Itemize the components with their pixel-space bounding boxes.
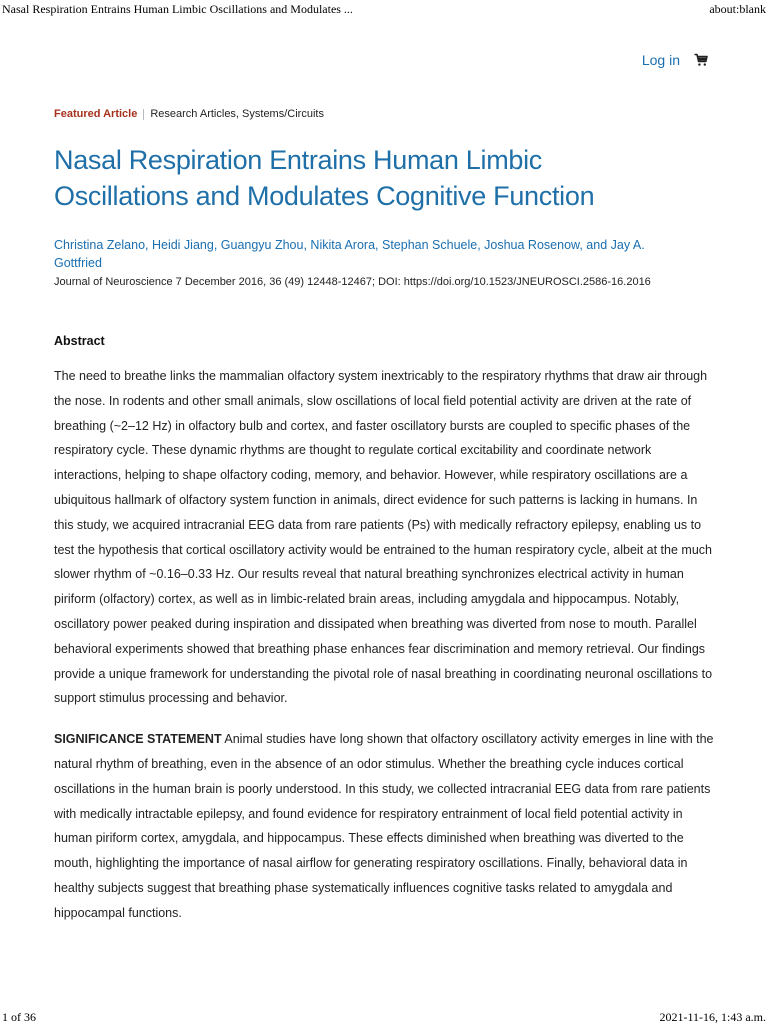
abstract-text: The need to breathe links the mammalian olfactory system inextricably to the respiratory rhythms that draw air through the nose. In rodents and other small animals, slow oscillations of local field potential activity are driven at the rate of breathing (~2–12 Hz) in olfactory bulb and cortex, and faster oscillatory bursts are coupled to specific phases of the respiratory cycle. These dynamic rhythms are thought to regulate cortical excitability and coordinate network interactions, helping to shape olfactory coding, memory, and behavior. However, while respiratory oscillations are a ubiquitous hallmark of olfactory system function in animals, direct evidence for such patterns is lacking in humans. In this study, we acquired intracranial EEG data from rare patients (Ps) with medically refractory epilepsy, enabling us to test the hypothesis that cortical oscillatory activity would be entrained to the human respiratory cycle, albeit at the much slower rhythm of ~0.16–0.33 Hz. Our results reveal that natural breathing synchronizes electrical activity in human piriform (olfactory) cortex, as well as in limbic-related brain areas, including amygdala and hippocampus. Notably, oscillatory power peaked during inspiration and dissipated when breathing was diverted from nose to mouth. Parallel behavioral experiments showed that breathing phase enhances fear discrimination and memory retrieval. Our findings provide a unique framework for understanding the pivotal role of nasal breathing in coordinating neuronal oscillations to support stimulus processing and behavior. bbox=[54, 369, 713, 706]
author-list: Christina Zelano, Heidi Jiang, Guangyu Zhou, Nikita Arora, Stephan Schuele, Joshua Rosenow, and Jay A. Gottfried bbox=[54, 238, 645, 270]
significance-text: Animal studies have long shown that olfactory oscillatory activity emerges in line with the natural rhythm of breathing, even in the absence of an odor stimulus. Whether the breathing cycle induces cortical oscillations in the human brain is poorly understood. In this study, we collected intracranial EEG data from rare patients with medically intractable epilepsy, and found evidence for respiratory entrainment of local field potential activity in human piriform cortex, amygdala, and hippocampus. These effects diminished when breathing was diverted to the mouth, highlighting the importance of nasal airflow for generating respiratory oscillations. Finally, behavioral data in healthy subjects suggest that breathing phase systematically influences cognitive tasks related to amygdala and hippocampal functions. bbox=[54, 732, 714, 920]
print-header-title: Nasal Respiration Entrains Human Limbic Oscillations and Modulates ... bbox=[2, 2, 353, 16]
article-title: Nasal Respiration Entrains Human Limbic Oscillations and Modulates Cognitive Function bbox=[54, 145, 595, 211]
author-link[interactable]: Christina Zelano bbox=[54, 238, 146, 252]
abstract-heading: Abstract bbox=[54, 334, 105, 348]
author-link[interactable]: Nikita Arora bbox=[310, 238, 376, 252]
print-header-url: about:blank bbox=[709, 2, 766, 16]
category-line bbox=[54, 108, 714, 120]
login-link[interactable]: Log in bbox=[641, 52, 680, 68]
author-link[interactable]: Heidi Jiang bbox=[151, 238, 214, 252]
article-content bbox=[54, 108, 714, 926]
author-link[interactable]: Stephan Schuele bbox=[381, 238, 478, 252]
print-header bbox=[0, 0, 768, 18]
print-datetime: 2021-11-16, 1:43 a.m. bbox=[659, 1010, 766, 1024]
significance-label: SIGNIFICANCE STATEMENT bbox=[54, 732, 222, 747]
featured-article-label: Featured Article bbox=[54, 108, 138, 120]
author-link[interactable]: Jay A. Gottfried bbox=[54, 238, 645, 270]
print-footer bbox=[0, 1010, 768, 1024]
cart-icon[interactable] bbox=[694, 53, 708, 67]
page-number: 1 of 36 bbox=[2, 1010, 36, 1024]
author-link[interactable]: Joshua Rosenow bbox=[484, 238, 580, 252]
significance-statement bbox=[54, 727, 714, 925]
author-link[interactable]: Guangyu Zhou bbox=[220, 238, 304, 252]
citation-line: Journal of Neuroscience 7 December 2016, 36 (49) 12448-12467; DOI: https://doi.org/10.1523/JNEUROSCI.2586-16.2016 bbox=[54, 276, 651, 288]
category-divider bbox=[143, 109, 144, 120]
top-bar bbox=[642, 52, 708, 68]
category-list: Research Articles, Systems/Circuits bbox=[150, 108, 324, 120]
